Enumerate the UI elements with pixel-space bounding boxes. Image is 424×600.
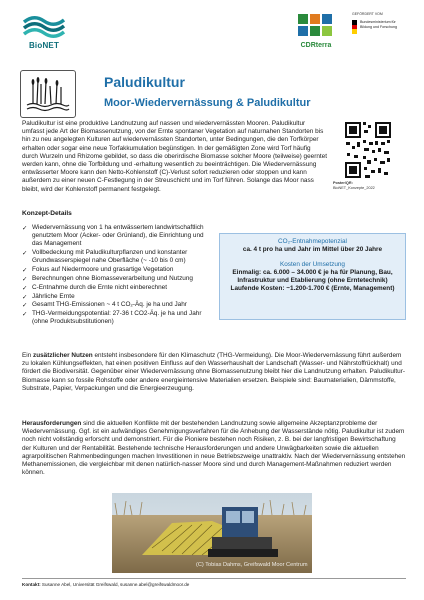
page-subtitle: Moor-Wiedervernässung & Paludikultur <box>104 97 311 109</box>
potential-cost-box <box>219 233 406 320</box>
cost-running: Laufende Kosten: ~1.200-1.700 € (Ernte, Management) <box>230 285 395 292</box>
german-flag-icon <box>352 20 357 34</box>
challenges-paragraph <box>22 420 406 477</box>
list-item: ✓ Fokus auf Niedermoore und grasartige Vegetation <box>22 266 212 274</box>
cdrterra-globe-icon <box>296 12 334 40</box>
list-item: ✓ Vollbedeckung mit Paludikulturpflanzen und konstanter Grundwasserspiegel nahe Oberfläche (~ -10 bis 0 cm) <box>22 249 212 265</box>
benefits-text: entsteht insbesondere für den Klimaschutz (THG-Vermeidung). Die Moor-Wiedervernässung führt außerdem zu lokalen Kühlungseffekten, hat einen positiven Einfluss auf den Wasserhaushalt der Landschaft (Wasser- und Nährstoffrückhalt) und fördert die Biodiversität. Gegenüber einer Wiedervernässung ohne Biomassenutzung bleibt hier die Landnutzung erhalten. Paludikultur-Biomasse kann so fossile Rohstoffe oder andere energieintensive Materialien ersetzen. Beispiele sind: Baumaterialien, Dämmstoffe, Substrate, Papier, Verpackungen und die Energieerzeugung. <box>22 352 405 392</box>
konzept-list <box>22 224 212 327</box>
cost-once: Einmalig: ca. 6.000 – 34.000 € je ha für Planung, Bau, Infrastruktur und Etablierung (ohne Erntetechnik) <box>232 269 393 284</box>
challenges-term: Herausforderungen <box>22 420 82 427</box>
wetland-pictogram <box>20 70 76 118</box>
qr-label: Poster/QR: <box>333 181 353 185</box>
list-item: ✓ Jährliche Ernte <box>22 293 212 301</box>
benefits-paragraph <box>22 352 406 393</box>
benefits-lead: Ein <box>22 352 34 359</box>
contact-text: Susanne Abel, Universität Greifswald, susanne.abel@greifswaldmoor.de <box>40 582 190 587</box>
cdrterra-name: CDRterra <box>300 42 332 49</box>
qr-caption <box>333 181 403 190</box>
footer-divider <box>22 578 406 579</box>
harvester-photo <box>112 493 312 573</box>
page-title: Paludikultur <box>104 74 185 90</box>
qr-code-text: BioNET_Konzepte_2022 <box>333 185 375 190</box>
bmbf-name: Bundesministerium für Bildung und Forschung <box>360 20 397 29</box>
konzept-heading: Konzept-Details <box>22 210 72 217</box>
bionet-logo <box>22 14 66 52</box>
bionet-name: BioNET <box>28 41 60 50</box>
bionet-waves-icon <box>22 14 66 40</box>
list-item: ✓ Berechnungen ohne Biomasseverarbeitung und Nutzung <box>22 275 212 283</box>
qr-code-icon[interactable] <box>333 120 403 180</box>
intro-paragraph: Paludikultur ist eine produktive Landnutzung auf nassen und wiedervernässten Mooren. Paludikultur umfasst jede Art der Biomassenutzung, von der Ernte spontaner Vegetation auf naturnahen Standorten bis hin zu neu angelegten Kulturen auf wiedervernässten Standorten, unter Bedingungen, die den Torfkörper erhalten oder sogar eine neue Torfakkumulation begünstigen. In der gemäßigten Zone wird Torf häufig durch Wurzeln und Rhizome gebildet, so dass die oberirdische Biomasse solcher Moore (teilweise) geerntet werden kann, ohne die Torfbildung und -erhaltung wesentlich zu beeinträchtigen. Die Wiedervernässung entwässerter Moore kann den Netto-Kohlenstoff (C)-Verlust sofort reduzieren oder stoppen und kann außerdem zu einer neuen C-Festlegung in der Streuschicht und im Torf führen. Solange das Moor nass bleibt, wird der Kohlenstoff permanent festgelegt. <box>22 120 328 193</box>
benefits-term: zusätzlicher Nutzen <box>33 352 93 359</box>
potential-heading: CO₂-Entnahmepotenzial <box>278 238 347 245</box>
list-item: ✓ Wiedervernässung von 1 ha entwässertem landwirtschaftlich genutztem Moor (Acker- oder Grünland), die Einrichtung und das Management <box>22 224 212 249</box>
list-item: ✓ C-Entnahme durch die Ernte nicht einberechnet <box>22 284 212 292</box>
bmbf-logo <box>352 12 408 54</box>
challenges-text: sind die aktuellen Konflikte mit der bestehenden Landnutzung sowie allgemeine Akzeptanzprobleme der Wiedervernässung. Ggf. ist ein aufwändiges Genehmigungsverfahren für die Anhebung der Wasserstände nötig. Paludikultur ist zudem noch nicht vollständig erforscht und demonstriert. Für die Pioniere bestehen noch Risiken, z. B. bei der langfristigen Bewirtschaftung der Kulturen und der Rentabilität. Bestehende technische Herausforderungen und andere Unwägbarkeiten sowie die aktuellen agrarpolitischen Rahmenbedingungen machen Investitionen in neue Betriebszweige unattraktiv. Nach der Wiedervernässung entstehen Methanemissionen, die vergleichbar mit denen natürlich-nasser Moore sind und durch Management-Maßnahmen reduziert werden können. <box>22 420 406 477</box>
bmbf-funded-label: GEFÖRDERT VOM <box>352 12 383 16</box>
list-item: ✓ THG-Vermeidungspotential: 27-36 t CO2-Äq. je ha und Jahr (ohne Produktsubstitutionen) <box>22 310 212 326</box>
reed-plants-icon <box>25 74 71 114</box>
photo-credit: (C) Tobias Dahms, Greifswald Moor Centrum <box>196 562 308 568</box>
list-item: ✓ Gesamt THG-Emissionen ~ 4 t CO₂-Äq. je ha und Jahr <box>22 301 212 309</box>
contact-label: Kontakt: <box>22 582 41 587</box>
contact-line <box>22 582 189 587</box>
cdrterra-logo <box>292 12 338 54</box>
cost-heading: Kosten der Umsetzung <box>279 261 345 268</box>
potential-value: ca. 4 t pro ha und Jahr im Mittel über 20 Jahre <box>242 246 383 253</box>
